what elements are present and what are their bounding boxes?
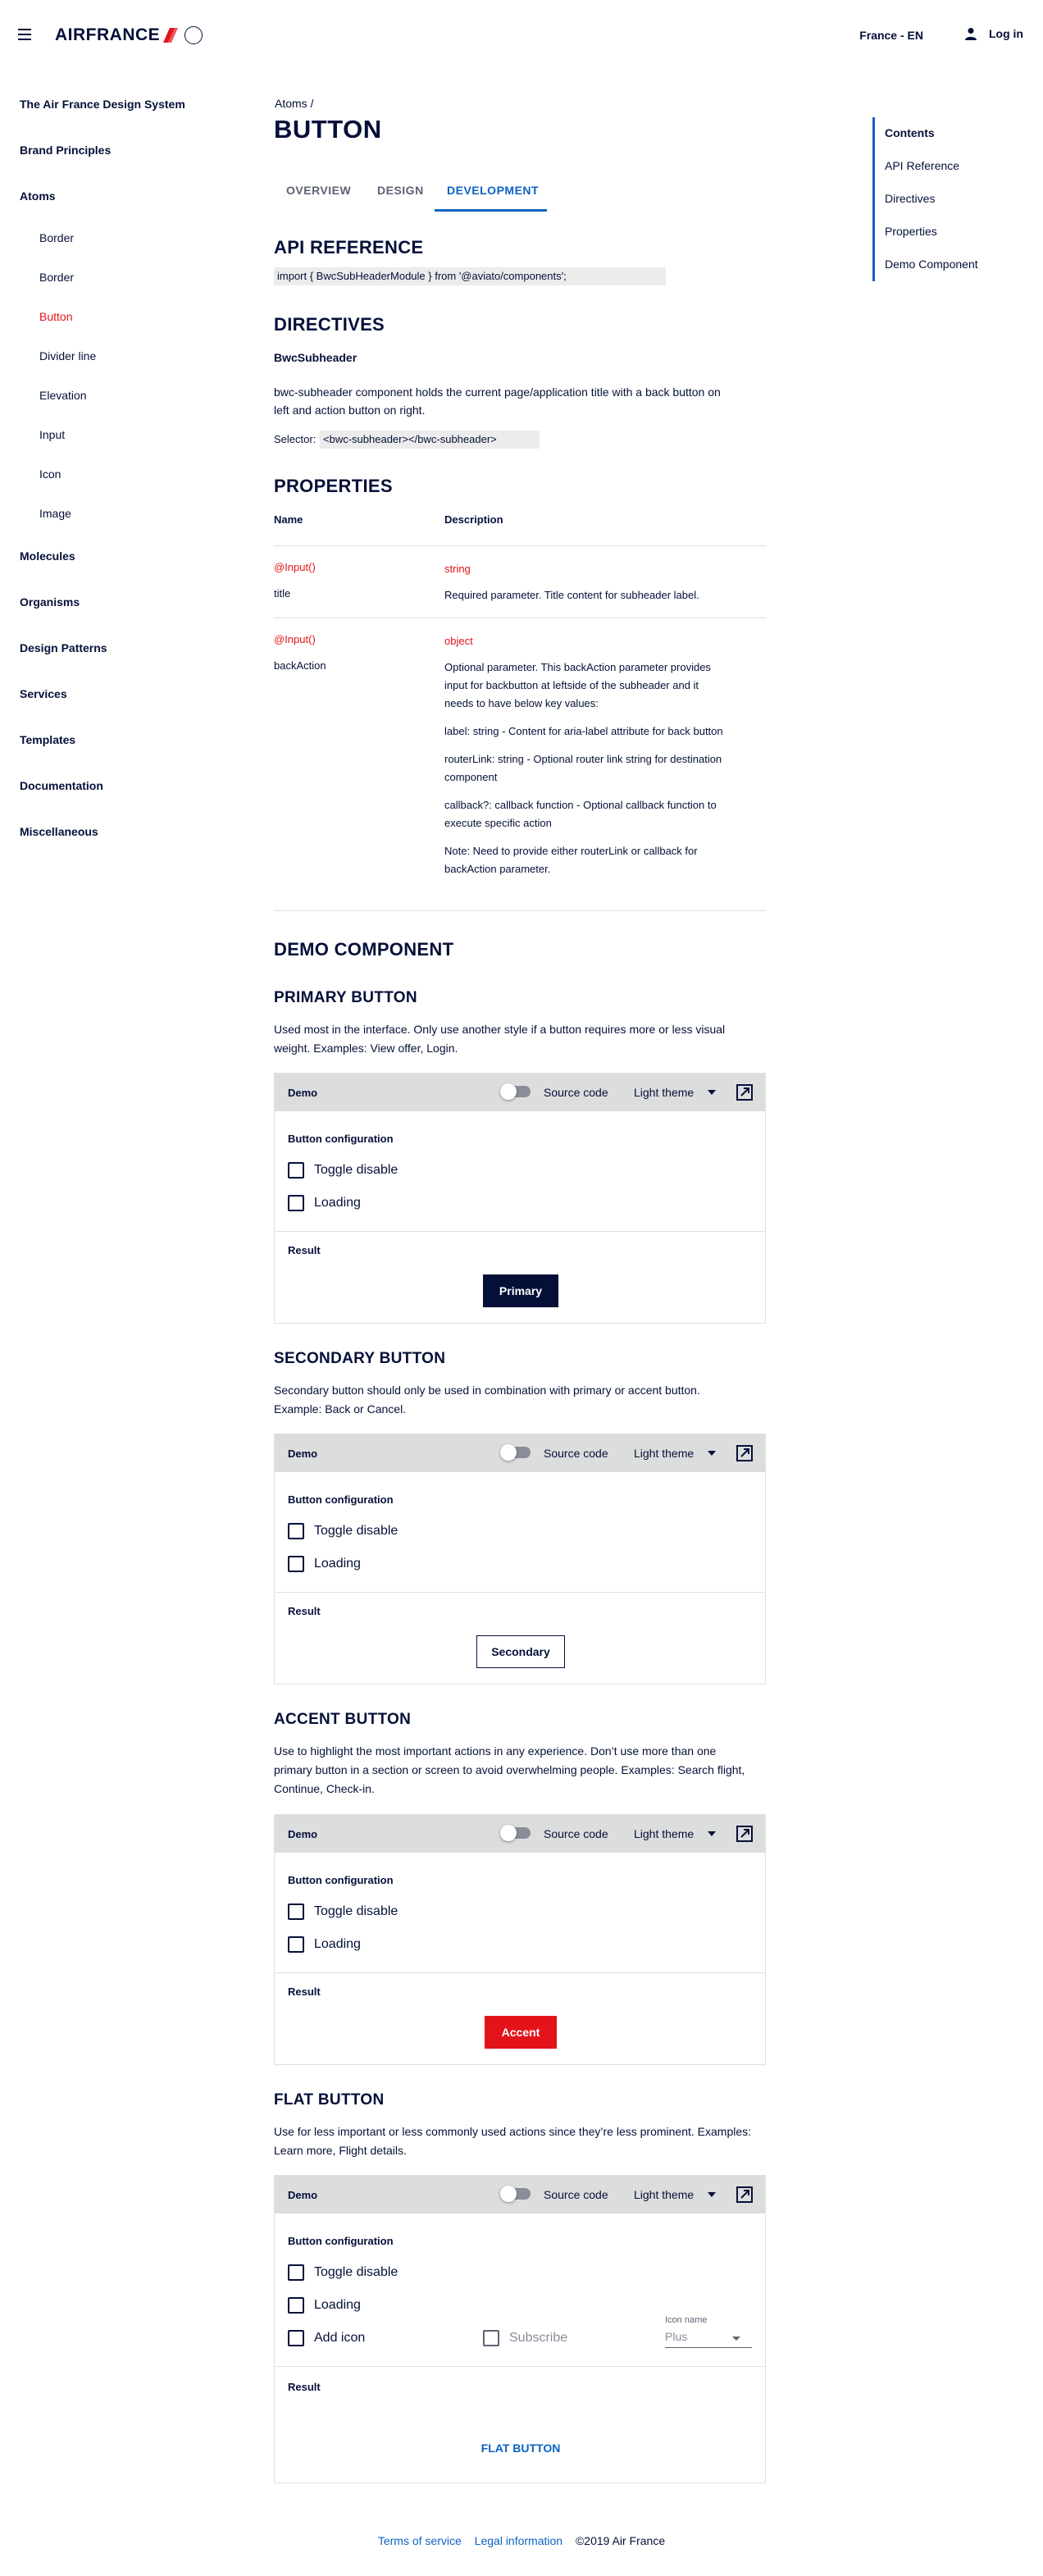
directive-desc-1: bwc-subheader component holds the current page/application title with a back button on [274, 385, 721, 399]
result-label: Result [288, 1244, 321, 1256]
icon-name-select[interactable] [665, 2328, 752, 2348]
loading-label: Loading [314, 1937, 361, 1951]
accent-desc-1: Use to highlight the most important actions in any experience. Don’t use more than one [274, 1744, 717, 1758]
copyright: ©2019 Air France [575, 2534, 666, 2547]
demo-label: Demo [288, 1087, 318, 1099]
col-desc-header: Description [444, 513, 503, 526]
prop2-label-line [444, 722, 723, 741]
demo-label: Demo [288, 1448, 318, 1460]
source-code-toggle[interactable] [503, 1447, 531, 1458]
theme-select[interactable]: Light theme [634, 2188, 695, 2201]
source-code-toggle[interactable] [503, 1086, 531, 1097]
toggle-disable-label: Toggle disable [314, 1524, 399, 1538]
prop2-callback-desc: - Optional callback function to [573, 799, 717, 811]
primary-desc-2: weight. Examples: View offer, Login. [274, 1042, 458, 1055]
result-label: Result [288, 2381, 321, 2393]
icon-name-label: Icon name [665, 2315, 708, 2325]
login-button[interactable] [964, 27, 1023, 40]
prop2-desc-1: Optional parameter. This backAction parameter provides [444, 661, 711, 673]
note-or: or [628, 845, 644, 857]
result-label: Result [288, 1986, 321, 1998]
source-code-toggle[interactable] [503, 1827, 531, 1839]
sidebar-item-design-system[interactable]: The Air France Design System [20, 98, 185, 111]
sidebar-item-border-2[interactable]: Border [39, 271, 75, 284]
prop1-decorator: @Input() [274, 561, 316, 573]
sidebar-item-organisms[interactable]: Organisms [20, 595, 80, 609]
primary-button-heading: PRIMARY BUTTON [274, 989, 417, 1006]
active-tab-indicator [435, 209, 547, 212]
section-divider [274, 910, 766, 911]
toc-item-demo-component[interactable]: Demo Component [885, 258, 978, 271]
prop2-note-line-1 [444, 841, 698, 861]
menu-icon[interactable] [18, 29, 31, 40]
subscribe-checkbox[interactable] [483, 2330, 499, 2346]
api-reference-heading: API REFERENCE [274, 237, 424, 258]
tab-development[interactable]: DEVELOPMENT [447, 184, 540, 197]
demo-header [275, 2176, 765, 2214]
loading-checkbox[interactable] [288, 1556, 304, 1572]
primary-button[interactable]: Primary [483, 1274, 558, 1307]
prop2-desc-3: needs to have below key values: [444, 697, 599, 709]
primary-demo-card [274, 1073, 766, 1324]
accent-button-heading: ACCENT BUTTON [274, 1711, 412, 1728]
secondary-demo-card [274, 1434, 766, 1685]
accent-desc-2: primary button in a section or screen to avoid overwhelming people. Examples: Search flight, [274, 1763, 745, 1776]
open-in-new-icon[interactable] [736, 1083, 754, 1101]
directive-name: BwcSubheader [274, 351, 358, 364]
user-icon [964, 27, 977, 40]
note-text: Note: Need to provide either [444, 845, 581, 857]
prop2-callback-line [444, 796, 717, 815]
demo-component-heading: DEMO COMPONENT [274, 939, 454, 960]
site-footer [0, 2534, 1043, 2547]
demo-header [275, 1074, 765, 1111]
chevron-down-icon[interactable] [708, 1831, 716, 1836]
logo-text: AIRFRANCE [55, 25, 161, 44]
source-code-toggle[interactable] [503, 2188, 531, 2200]
loading-label: Loading [314, 1557, 361, 1571]
loading-checkbox[interactable] [288, 2297, 304, 2314]
air-france-logo[interactable] [55, 24, 203, 47]
tab-design[interactable]: DESIGN [377, 184, 424, 197]
logo-seal-icon [184, 26, 203, 44]
sidebar-item-divider-line[interactable]: Divider line [39, 349, 97, 362]
prop2-callback-desc-2: execute specific action [444, 817, 552, 829]
subscribe-label: Subscribe [509, 2331, 568, 2345]
login-label: Log in [989, 27, 1023, 40]
note-callback: callback [643, 845, 682, 857]
secondary-desc-1: Secondary button should only be used in combination with primary or accent button. [274, 1384, 700, 1397]
tab-overview[interactable]: OVERVIEW [286, 184, 352, 197]
theme-select[interactable]: Light theme [634, 1827, 695, 1840]
demo-label: Demo [288, 1828, 318, 1840]
locale-selector[interactable]: France - EN [859, 29, 923, 42]
chevron-down-icon[interactable] [708, 2192, 716, 2197]
prop2-label-key: label: string [444, 725, 499, 737]
sidebar-item-input[interactable]: Input [39, 428, 66, 441]
sidebar-item-button[interactable]: Button [39, 310, 73, 323]
sidebar-item-miscellaneous[interactable]: Miscellaneous [20, 825, 98, 838]
prop2-router-desc: - Optional router link string for destination [523, 753, 722, 765]
source-code-label: Source code [544, 1827, 608, 1840]
prop2-decorator: @Input() [274, 633, 316, 645]
note-parameter: parameter. [496, 863, 551, 875]
prop2-type: object [444, 635, 473, 647]
add-icon-label: Add icon [314, 2331, 366, 2345]
note-for: for [681, 845, 698, 857]
button-config-label: Button configuration [288, 1133, 394, 1145]
prop2-router-line [444, 750, 722, 769]
icon-name-value: Plus [665, 2330, 688, 2343]
theme-select[interactable]: Light theme [634, 1086, 695, 1099]
sidebar-item-image[interactable]: Image [39, 507, 71, 520]
card-divider [275, 1972, 765, 1973]
col-name-header: Name [274, 513, 303, 526]
prop2-name: backAction [274, 659, 326, 672]
accent-button[interactable]: Accent [485, 2016, 557, 2049]
source-code-label: Source code [544, 1447, 608, 1460]
directive-desc-2: left and action button on right. [274, 403, 426, 417]
prop2-router-desc-2: component [444, 771, 498, 783]
loading-checkbox[interactable] [288, 1195, 304, 1211]
sidebar-item-brand-principles[interactable]: Brand Principles [20, 144, 112, 157]
legal-information-link[interactable]: Legal information [474, 2534, 563, 2547]
result-label: Result [288, 1605, 321, 1617]
sidebar-item-icon[interactable]: Icon [39, 467, 61, 481]
button-config-label: Button configuration [288, 1493, 394, 1506]
page-title: BUTTON [274, 115, 382, 144]
open-in-new-icon[interactable] [736, 1825, 754, 1843]
prop2-callback-key: callback?: callback function [444, 799, 574, 811]
toc-indicator [872, 117, 875, 281]
loading-label: Loading [314, 1196, 361, 1210]
toc-item-properties[interactable]: Properties [885, 225, 937, 238]
sidebar-item-atoms[interactable]: Atoms [20, 189, 56, 203]
source-code-label: Source code [544, 2188, 608, 2201]
prop1-name: title [274, 587, 291, 600]
flat-desc-1: Use for less important or less commonly used actions since they’re less prominent. Examples: [274, 2125, 752, 2138]
sidebar-item-documentation[interactable]: Documentation [20, 779, 103, 792]
demo-label: Demo [288, 2189, 318, 2201]
sidebar-item-services[interactable]: Services [20, 687, 67, 700]
toc-title: Contents [885, 126, 935, 139]
toggle-disable-label: Toggle disable [314, 2265, 399, 2279]
flat-button-heading: FLAT BUTTON [274, 2091, 385, 2109]
toggle-disable-label: Toggle disable [314, 1904, 399, 1918]
toc-item-api-reference[interactable]: API Reference [885, 159, 960, 172]
theme-select[interactable]: Light theme [634, 1447, 695, 1460]
open-in-new-icon[interactable] [736, 2186, 754, 2204]
prop1-type: string [444, 563, 471, 575]
flat-desc-2: Learn more, Flight details. [274, 2144, 407, 2157]
accent-demo-card [274, 1814, 766, 2065]
site-header [0, 0, 1043, 70]
table-divider [274, 545, 766, 546]
toggle-disable-checkbox[interactable] [288, 1162, 304, 1179]
secondary-button[interactable]: Secondary [476, 1635, 565, 1668]
card-divider [275, 1231, 765, 1232]
demo-header [275, 1815, 765, 1853]
sidebar-item-design-patterns[interactable]: Design Patterns [20, 641, 107, 654]
prop1-desc: Required parameter. Title content for subheader label. [444, 589, 699, 601]
button-config-label: Button configuration [288, 1874, 394, 1886]
prop2-desc-2: input for backbutton at leftside of the subheader and it [444, 679, 699, 691]
prop2-label-desc: - Content for aria-label attribute for back button [499, 725, 723, 737]
toggle-disable-checkbox[interactable] [288, 1523, 304, 1539]
toggle-disable-label: Toggle disable [314, 1163, 399, 1177]
selector-label: Selector: [274, 433, 317, 445]
card-divider [275, 2366, 765, 2367]
loading-checkbox[interactable] [288, 1936, 304, 1953]
open-in-new-icon[interactable] [736, 1444, 754, 1462]
api-import-code: import { BwcSubHeaderModule } from '@aviato/components'; [274, 267, 666, 285]
toggle-disable-checkbox[interactable] [288, 2264, 304, 2281]
sidebar-item-templates[interactable]: Templates [20, 733, 76, 746]
button-config-label: Button configuration [288, 2235, 394, 2247]
add-icon-checkbox[interactable] [288, 2330, 304, 2346]
prop2-router-key: routerLink: string [444, 753, 524, 765]
selector-code: <bwc-subheader></bwc-subheader> [320, 431, 540, 449]
chevron-down-icon [732, 2337, 740, 2341]
flat-button[interactable]: FLAT BUTTON [481, 2442, 561, 2455]
accent-desc-3: Continue, Check-in. [274, 1782, 375, 1795]
demo-header [275, 1434, 765, 1472]
sidebar-item-molecules[interactable]: Molecules [20, 549, 75, 563]
secondary-button-heading: SECONDARY BUTTON [274, 1350, 446, 1367]
note-backaction: backAction [444, 863, 497, 875]
primary-desc-1: Used most in the interface. Only use another style if a button requires more or less visual [274, 1023, 726, 1036]
flat-demo-card [274, 2175, 766, 2483]
sidebar-item-elevation[interactable]: Elevation [39, 389, 87, 402]
secondary-desc-2: Example: Back or Cancel. [274, 1402, 407, 1416]
card-divider [275, 1592, 765, 1593]
chevron-down-icon[interactable] [708, 1451, 716, 1456]
note-routerlink: routerLink [581, 845, 629, 857]
terms-of-service-link[interactable]: Terms of service [377, 2534, 462, 2547]
toc-item-directives[interactable]: Directives [885, 192, 936, 205]
sidebar-item-border[interactable]: Border [39, 231, 75, 244]
loading-label: Loading [314, 2298, 361, 2312]
prop2-note-line-2 [444, 859, 550, 879]
properties-heading: PROPERTIES [274, 476, 393, 496]
directives-heading: DIRECTIVES [274, 314, 385, 335]
toggle-disable-checkbox[interactable] [288, 1904, 304, 1920]
chevron-down-icon[interactable] [708, 1090, 716, 1095]
breadcrumb[interactable]: Atoms / [275, 97, 314, 110]
source-code-label: Source code [544, 1086, 608, 1099]
logo-slash-icon [163, 28, 180, 43]
